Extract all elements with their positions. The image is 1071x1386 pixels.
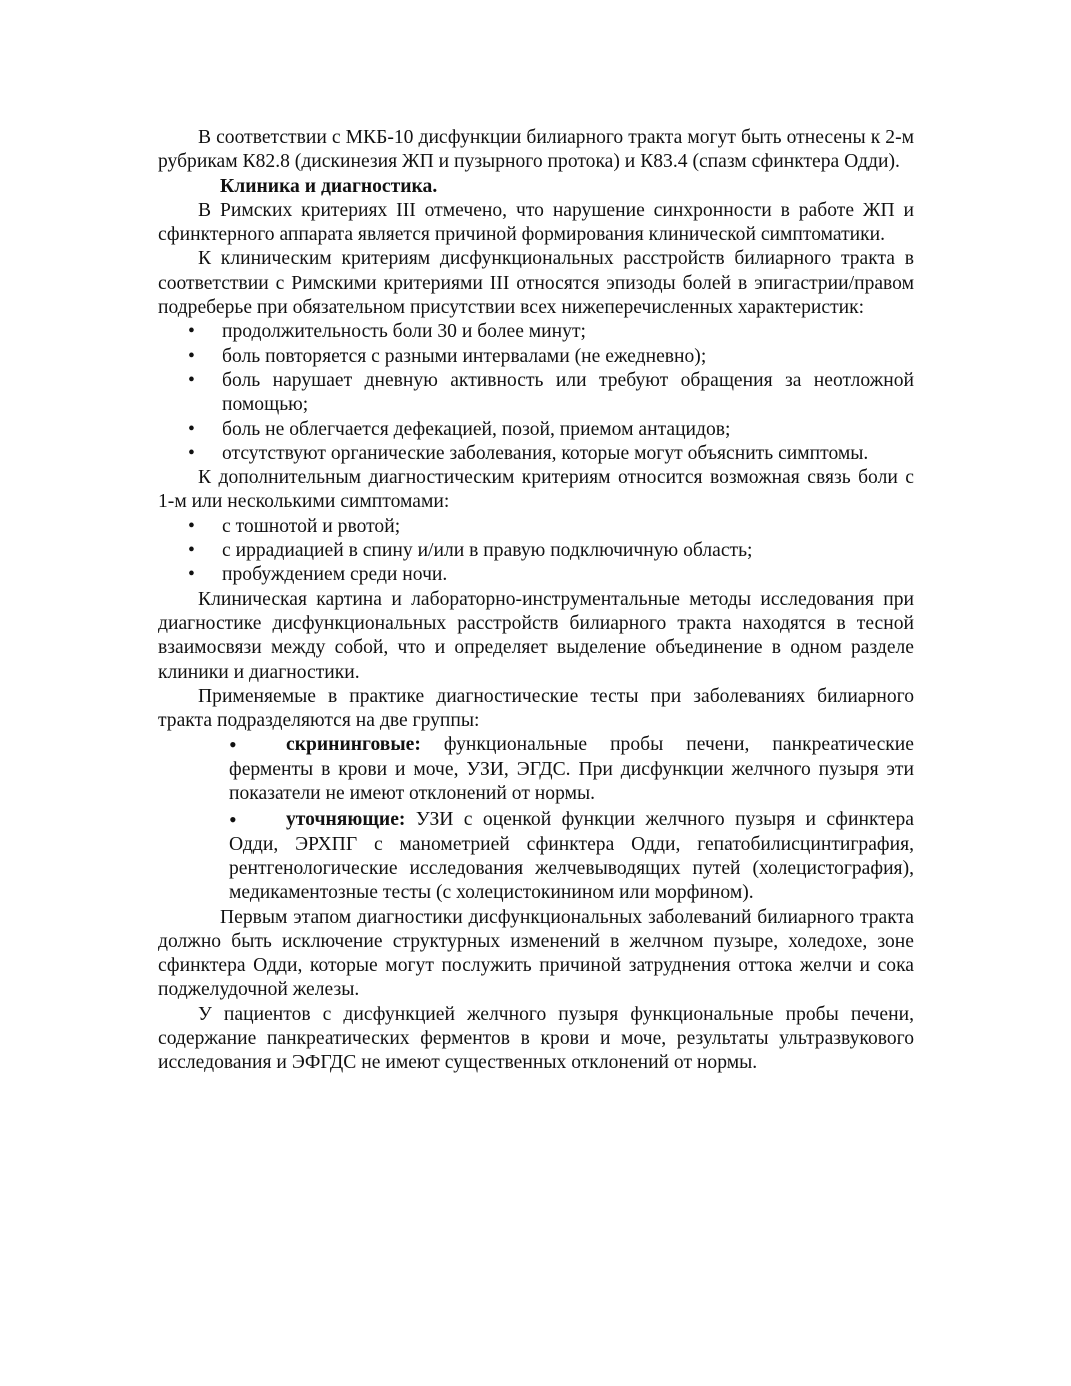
list-item-clarifying: [158, 808, 914, 905]
pain-characteristics-list: [158, 320, 914, 466]
bullet-icon: •: [188, 515, 195, 537]
section-heading: Клиника и диагностика.: [220, 175, 438, 197]
paragraph-first-stage: Первым этапом диагностики дисфункциональных заболеваний билиарного тракта должно быть исключение структурных изменений в желчном пузыре, холедохе, зоне сфинктера Одди, которые могут послужить причиной затруднения оттока желчи и сока поджелудочной железы.: [158, 906, 914, 1001]
bullet-icon: •: [229, 732, 237, 758]
bullet-icon: •: [188, 564, 195, 586]
associated-symptoms-list: [158, 515, 914, 588]
group-text: функциональные пробы печени, панкреатические ферменты в крови и моче, УЗИ, ЭГДС. При дисфункции желчного пузыря эти показатели не имеют отклонений от нормы.: [229, 734, 914, 805]
group-term: скрининговые:: [286, 734, 421, 756]
list-item: • боль повторяется с разными интервалами (не ежедневно);: [158, 345, 914, 369]
bullet-icon: •: [188, 418, 195, 440]
bullet-icon: •: [188, 321, 195, 343]
list-item-screening: [158, 733, 914, 806]
paragraph-additional-criteria: К дополнительным диагностическим критериям относится возможная связь боли с 1-м или несколькими симптомами:: [158, 467, 914, 513]
group-term: уточняющие:: [286, 809, 406, 831]
test-groups-list: [158, 733, 914, 905]
bullet-icon: •: [188, 442, 195, 464]
paragraph-icd10: В соответствии с МКБ-10 дисфункции билиарного тракта могут быть отнесены к 2-м рубрикам К82.8 (дискинезия ЖП и пузырного протока) и К83.4 (спазм сфинктера Одди).: [158, 127, 914, 173]
paragraph-patients: У пациентов с дисфункцией желчного пузыря функциональные пробы печени, содержание панкреатических ферментов в крови и моче, результаты ультразвукового исследования и ЭФГДС не имеют существенных отклонений от нормы.: [158, 1003, 914, 1074]
list-item: • боль нарушает дневную активность или требуют обращения за неотложной помощью;: [188, 369, 914, 416]
paragraph-rome-criteria: В Римских критериях III отмечено, что нарушение синхронности в работе ЖП и сфинктерного аппарата является причиной формирования клинической симптоматики.: [158, 199, 914, 246]
list-item: • отсутствуют органические заболевания, которые могут объяснить симптомы.: [158, 442, 914, 466]
list-item: • с иррадиацией в спину и/или в правую подключичную область;: [158, 539, 914, 563]
paragraph-clinical-criteria: К клиническим критериям дисфункциональных расстройств билиарного тракта в соответствии с Римскими критериями III относятся эпизоды болей в эпигастрии/правом подреберье при обязательном присутствии всех нижеперечисленных характеристик:: [158, 248, 914, 319]
bullet-icon: •: [229, 807, 237, 833]
list-item: • с тошнотой и рвотой;: [158, 515, 914, 539]
group-text: УЗИ с оценкой функции желчного пузыря и сфинктера Одди, ЭРХПГ с манометрией сфинктера Одди, гепатобилисцинтиграфия, рентгенологические исследования желчевыводящих путей (холецистография), медикаментозные тесты (с холецистокинином или морфином).: [229, 809, 914, 904]
list-item: • боль не облегчается дефекацией, позой, приемом антацидов;: [158, 418, 914, 442]
bullet-icon: •: [188, 540, 195, 562]
document-page: [158, 126, 914, 1076]
list-item: • пробуждением среди ночи.: [158, 563, 914, 587]
list-item: • продолжительность боли 30 и более минут;: [158, 320, 914, 344]
paragraph-test-groups: Применяемые в практике диагностические тесты при заболеваниях билиарного тракта подразделяются на две группы:: [158, 685, 914, 732]
paragraph-clinical-picture: Клиническая картина и лабораторно-инструментальные методы исследования при диагностике дисфункциональных расстройств билиарного тракта находятся в тесной взаимосвязи между собой, что и определяет выделение объединение в одном разделе клиники и диагностики.: [158, 588, 914, 683]
bullet-icon: •: [188, 369, 195, 391]
bullet-icon: •: [188, 345, 195, 367]
